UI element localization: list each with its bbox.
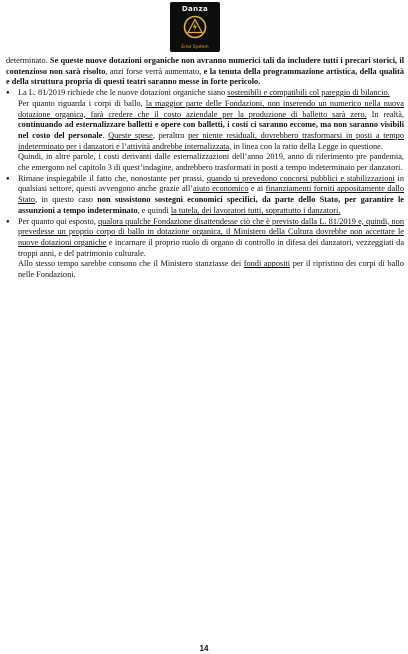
page-number: 14	[199, 644, 209, 653]
text-run: La L. 81/2019 richiede che le nuove dotazioni organiche siano	[18, 88, 228, 98]
bullet-paragraph	[6, 88, 404, 99]
text-run: in qualsiasi settore, questi avvengono anche grazie all’	[18, 173, 404, 194]
underlined-text: qualora qualche Fondazione disattendesse ciò che è previsto dalla L. 81/2019 e, quindi, non prevedesse un proprio corpo di ballo in dotazione organica, il Ministero della Cultura dovrebbe non accettare le nuove dotazioni organiche	[18, 216, 404, 247]
danza-error-system-logo	[170, 2, 220, 52]
underlined-text: la tutela, dei lavoratori tutti, soprattutto i danzatori.	[170, 205, 341, 215]
text-run: determinato.	[6, 56, 50, 65]
bold-text: Se queste nuove dotazioni organiche non avranno numerici tali da includere tutti i precari storici, il contenzioso non sarà risolto	[6, 56, 404, 76]
text-run: Rimane inspiegabile il fatto che, nonostante per prassi,	[18, 173, 207, 183]
text-run: Per quanto riguarda i corpi di ballo,	[18, 98, 146, 108]
text-run: In realtà,	[366, 109, 404, 119]
text-run: e incarnare il proprio ruolo di organo di controllo in difesa dei danzatori, vezzeggiati da troppi anni, e del patrimonio culturale.	[18, 237, 405, 258]
bold-text: non sussistono sostegni economici specifici, da parte dello Stato, per garantire le assunzioni a tempo indeterminato	[18, 195, 404, 215]
underlined-text: per niente residuali, dovrebbero trasformarsi in posti a tempo indeterminato per i danzatori e l’attività andrebbe internalizzata	[18, 130, 404, 151]
text-run: , in linea con la ratio della Legge in questione.	[229, 141, 383, 151]
text-run: Allo stesso tempo sarebbe consono che il Ministero stanziasse dei	[18, 259, 244, 269]
text-run: , peraltro	[152, 130, 189, 140]
logo-subtitle: Error System	[181, 44, 209, 49]
text-run: , in questo caso	[35, 195, 98, 205]
text-run: Per quanto qui esposto,	[18, 216, 99, 226]
paragraph	[6, 56, 404, 88]
text-run: Quindi, in altre parole, i costi derivanti dalle esternalizzazioni dell’anno 2019, anno di riferimento pre pandemia, che emergono nel capitolo 3 di quest’indagine, andrebbero trasformati in posti a tempo indeterminato per danzatori.	[18, 152, 404, 173]
document-body	[6, 56, 404, 281]
bold-text: e la tenuta della programmazione artistica, della qualità e della struttura propria di questi teatri saranno messe in forte pericolo.	[6, 66, 404, 87]
underlined-text: Queste spese	[108, 130, 153, 140]
paragraph	[6, 259, 404, 280]
text-run: e ai	[248, 184, 266, 194]
underlined-text: finanziamenti forniti appositamente dallo Stato	[18, 184, 404, 205]
paragraph	[6, 99, 404, 153]
underlined-text: aiuto economico	[193, 184, 249, 194]
logo-title: Danza	[181, 5, 209, 13]
text-run: , anzi forse verrà aumentato,	[105, 66, 204, 76]
bold-text: continuando ad esternalizzare balletti e opere con balletti, i costi ci saranno eccome, ma non saranno visibili nel costo del personale	[18, 120, 404, 140]
text-run: .	[102, 130, 109, 140]
underlined-text: quando si prevedono concorsi pubblici e stabilizzazioni	[206, 173, 395, 183]
paragraph	[6, 152, 404, 173]
warning-lightning-icon	[183, 15, 207, 39]
underlined-text: sostenibili e compatibili col pareggio di bilancio.	[227, 88, 390, 98]
bullet-paragraph	[6, 174, 404, 217]
text-run: per il ripristino dei corpi di ballo nelle Fondazioni.	[18, 259, 404, 280]
underlined-text: la maggior parte delle Fondazioni, non inserendo un numerico nella nuova dotazione organica, farà credere che il costo aziendale per la produzione di balletto sarà zero.	[18, 98, 404, 119]
underlined-text: fondi appositi	[243, 259, 291, 269]
text-run: , e quindi	[137, 205, 171, 215]
bullet-paragraph	[6, 217, 404, 260]
